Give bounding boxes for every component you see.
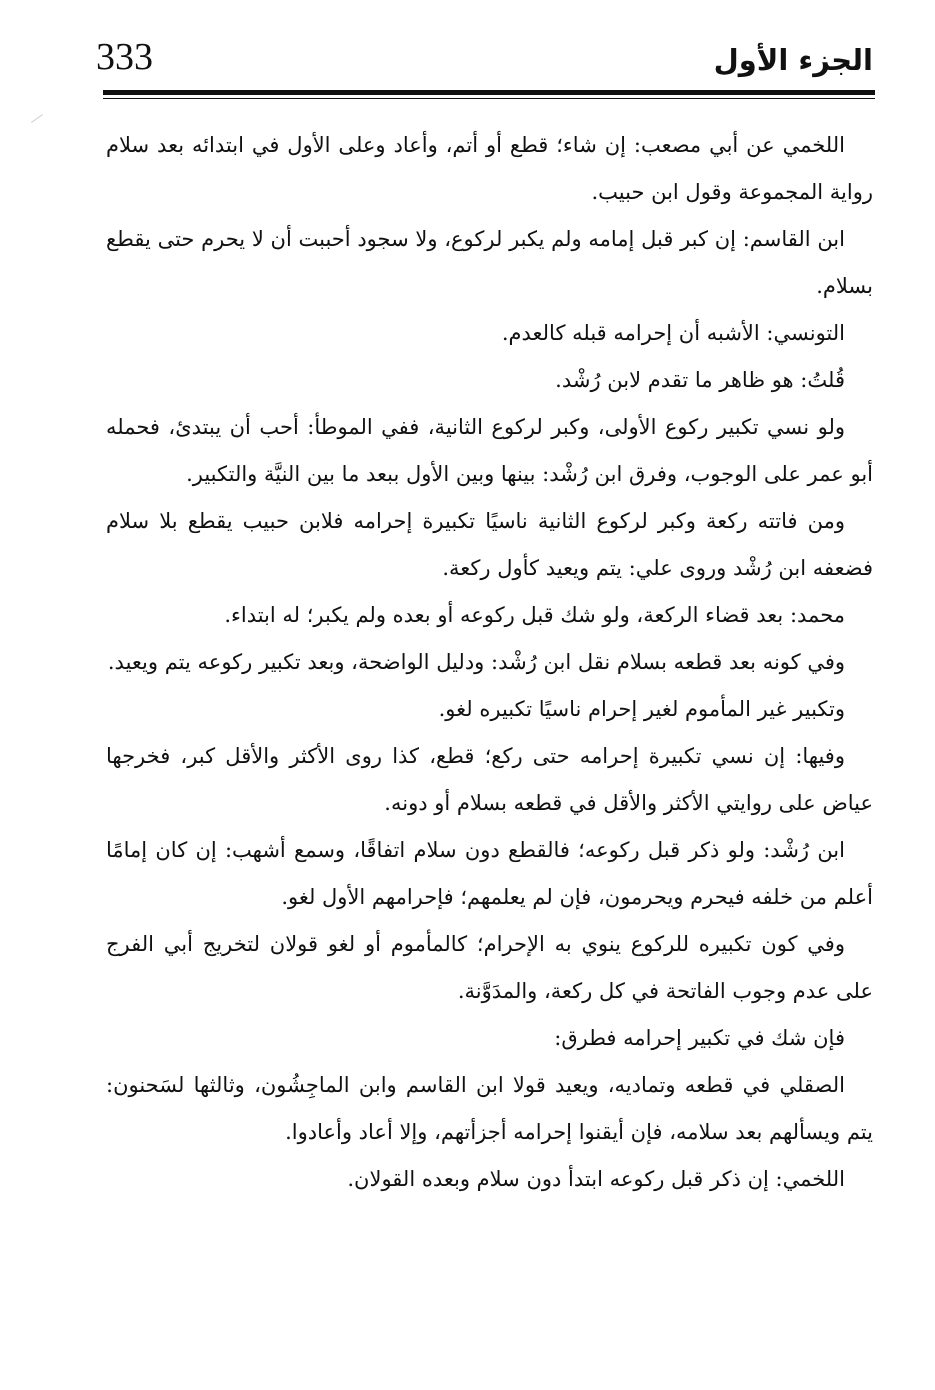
header-rule-thin xyxy=(103,98,875,99)
paragraph: اللخمي عن أبي مصعب: إن شاء؛ قطع أو أتم، وأعاد وعلى الأول في ابتدائه بعد سلام رواية المجموعة وقول ابن حبيب. xyxy=(106,133,873,204)
paragraph: فإن شك في تكبير إحرامه فطرق: xyxy=(554,1026,845,1050)
paragraph: قُلتُ: هو ظاهر ما تقدم لابن رُشْد. xyxy=(555,368,845,392)
paragraph: ومن فاتته ركعة وكبر لركوع الثانية ناسيًا تكبيرة إحرامه فلابن حبيب يقطع بلا سلام فضعفه ابن رُشْد وروى علي: يتم ويعيد كأول ركعة. xyxy=(106,509,873,580)
running-title: الجزء الأول xyxy=(713,43,873,77)
paragraph: وفي كونه بعد قطعه بسلام نقل ابن رُشْد: ودليل الواضحة، وبعد تكبير ركوعه يتم ويعيد. xyxy=(107,650,845,674)
paragraph: اللخمي: إن ذكر قبل ركوعه ابتدأ دون سلام وبعده القولان. xyxy=(347,1167,845,1191)
page-body xyxy=(106,122,873,1203)
paragraph: التونسي: الأشبه أن إحرامه قبله كالعدم. xyxy=(501,321,845,345)
page-number: 333 xyxy=(96,36,153,78)
paragraph: محمد: بعد قضاء الركعة، ولو شك قبل ركوعه أو بعده ولم يكبر؛ له ابتداء. xyxy=(224,603,845,627)
paragraph: وفي كون تكبيره للركوع ينوي به الإحرام؛ كالمأموم أو لغو قولان لتخريج أبي الفرج على عدم وجوب الفاتحة في كل ركعة، والمدَوَّنة. xyxy=(106,932,873,1003)
paragraph: ابن رُشْد: ولو ذكر قبل ركوعه؛ فالقطع دون سلام اتفاقًا، وسمع أشهب: إن كان إمامًا أعلم من خلفه فيحرم ويحرمون، فإن لم يعلمهم؛ فإحرامهم الأول لغو. xyxy=(106,838,873,909)
paragraph: الصقلي في قطعه وتماديه، ويعيد قولا ابن القاسم وابن الماجِشُون، وثالثها لسَحنون: يتم ويسألهم بعد سلامه، فإن أيقنوا إحرامه أجزأتهم، وإلا أعاد وأعادوا. xyxy=(106,1073,873,1144)
paragraph: وتكبير غير المأموم لغير إحرام ناسيًا تكبيره لغو. xyxy=(438,697,845,721)
paragraph: وفيها: إن نسي تكبيرة إحرامه حتى ركع؛ قطع، كذا روى الأكثر والأقل كبر، فخرجها عياض على روايتي الأكثر والأقل في قطعه بسلام أو دونه. xyxy=(106,744,873,815)
paragraph: ابن القاسم: إن كبر قبل إمامه ولم يكبر لركوع، ولا سجود أحببت أن لا يحرم حتى يقطع بسلام. xyxy=(106,227,873,298)
margin-mark xyxy=(31,114,43,123)
header-rule-thick xyxy=(103,90,875,95)
paragraph: ولو نسي تكبير ركوع الأولى، وكبر لركوع الثانية، ففي الموطأ: أحب أن يبتدئ، فحمله أبو عمر على الوجوب، وفرق ابن رُشْد: بينها وبين الأول ببعد ما بين النيَّة والتكبير. xyxy=(106,415,873,486)
